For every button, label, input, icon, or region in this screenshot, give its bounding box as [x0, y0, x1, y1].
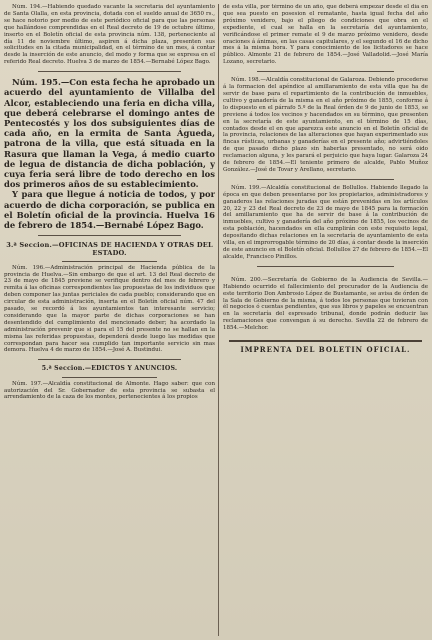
notice-200: Núm. 200.—Secretaría de Gobierno de la Audiencia de Sevilla.—Habiendo ocurrido el fallecimiento del procurador de la Audiencia de este territorio Don Ambrosio López de Bustamante, se avisa de órden de la Sala de Gobierno de la misma, á todos los personas que tuvieran con él negocios ó cuentas pendientes, que sus libros y papeles se encuentran en la secretaría del espresado tribunal, donde podrán deducir las reclamaciones que convengan á su derecho. Sevilla 22 de febrero de 1854.—Melchor. — [223, 276, 428, 332]
separator-rule-short — [62, 377, 157, 378]
separator-rule — [38, 235, 181, 236]
section-heading-hacienda: 3.ª Seccion.—OFICINAS DE HACIENDA Y OTRAS DEL ESTADO. — [6, 241, 213, 258]
notice-199: Núm. 199.—Alcaldía constitucional de Bollullos. Habiendo llegado la época en que deben presentarse por los propietarios, administradores y ganaderos las relaciones juradas que están prevenidas en los artículos 20, 22 y 23 del Real decreto de 23 de mayo de 1845 para la formación del amillaramiento que ha de servir de base á la contribución de inmuebles, cultivo y ganadería del año próximo de 1855, los vecinos de esta población, hacendados en ella cumplirán con este requisito legal, depositando dichas relaciones en la secretaría de ayuntamiento de esta villa, en el improrrogable término de 20 días, á contar desde la inserción de este anuncio en el Boletín oficial. Bollullos 27 de febrero de 1854.—El alcalde, Francisco Pinillos. — [223, 184, 428, 260]
notice-197: Núm. 197.—Alcaldía constitucional de Almonte. Hago saber: que con autorización del Sr. Gobernador de esta provincia se subasta el arrendamiento de la caza de los montes, pertenecientes á los propios — [4, 380, 215, 401]
notice-194: Núm. 194.—Habiendo quedado vacante la secretaría del ayuntamiento de Santa Olalla, en esta provincia, dotada con el sueldo anual de 3650 rs., se hace notorio por medio de este periódico oficial para que las personas que hallándose comprendidas en el Real decreto de 19 de octubre último, inserto en el Boletín oficial de esta provincia núm. 138, perteneciente al día 11 de noviembre último, aspiren á dicha plaza, presenten sus solicitudes en la citada municipalidad, en el término de un mes, á contar desde la inserción de este anuncio, del modo y forma que se expresa en el referido Real decreto. Huelva 3 de marzo de 1854.—Bernabé López Bago. — [4, 4, 215, 66]
right-column — [223, 4, 428, 636]
notice-195-paragraph-1: Núm. 195.—Con esta fecha he aprobado un acuerdo del ayuntamiento de Villalba del Alcor, estableciendo una feria en dicha villa, que deberá celebrarse el domingo antes de Pentecostés y los dos subsiguientes días de cada año, en la ermita de Santa Águeda, patrona de la villa, que está situada en la Rasura que llaman la Vega, á medio cuarto de legua de distancia de dicha población, y cuya feria será libre de todo derecho en los dos primeros años de su establecimiento. — [4, 77, 215, 190]
separator-rule — [38, 359, 181, 360]
separator-rule — [257, 71, 394, 72]
separator-rule — [38, 71, 181, 72]
notice-198: Núm. 198.—Alcaldía constitucional de Galaroza. Debiendo procederse á la formacion del apéndice al amillaramiento de esta villa que ha de servir de base para el repartimiento de la contribución de inmuebles, cultivo y ganadería de la misma en el año próximo de 1855, conforme á lo dispuesto en el párrafo 5.º de la Real órden de 9 de junio de 1853, se previene á todos los vecinos y hacendados en su término, que presenten en la secretaría de este ayuntamiento, en el término de 15 días, contados desde el en que aparezca este anuncio en el Boletín oficial de la provincia, relaciones de las alteraciones que hayan experimentado sus fincas rústicas, urbanas y ganaderías en el presente año; advirtiéndoles de que pasado dicho plazo sin haberlas presentado, no será oido reclamacion alguna, y les parará el perjuicio que haya lugar. Galaroza 24 de febrero de 1854.—El teniente primero de alcalde, Pablo Muñoz González.—José de Tovar y Arellano, secretario. — [223, 77, 428, 173]
section-heading-edictos: 5.ª Seccion.—EDICTOS Y ANUNCIOS. — [41, 365, 178, 373]
separator-rule — [257, 266, 394, 267]
separator-rule-short — [62, 261, 157, 262]
printer-imprint: IMPRENTA DEL BOLETIN OFICIAL. — [240, 345, 411, 355]
separator-rule — [257, 179, 394, 180]
left-column — [4, 4, 215, 636]
notice-195-paragraph-2: Y para que llegue á noticia de todos, y por acuerdo de dicha corporación, se publica en el Boletín oficial de la provincia. Huelva 16 de febrero de 1854.—Bernabé López Bago. — [4, 189, 215, 230]
notice-197-continued: de esta villa, por término de un año, que deberá empezar desde el día en que sea puesto en posesion el rematante, hasta igual fecha del año próximo venidero, bajo el pliego de condiciones que obra en el expediente, el cual se halla en la secretaría del ayuntamiento, verificándose el primer remate el 9 de marzo próximo venidero, desde oraciones á ánimas, en las casas capitulares, y el segundo el 16 de dicho mes á la misma hora. Y para conocimiento de los licitadores se hace público. Almonte 21 de febrero de 1854.—José Valladolid.—José María Lozano, secretario. — [223, 4, 428, 66]
footer-rule — [229, 340, 422, 342]
notice-196: Núm. 196.—Administración principal de Hacienda pública de la provincia de Huelva.—Sin embargo de que el art. 13 del Real decreto de 23 de mayo de 1845 previene se verifique dentro del mes de febrero y remita á las oficinas correspondientes las propuestas de los individuos que deben componer las juntas periciales de cada pueblo; considerando que en circular de esta administración, inserta en el Boletín oficial núm. 47 del pasado, se recordó á los ayuntamientos tan interesante servicio; considerando que la mayor parte de dichas corporaciones se han desentendido del cumplimiento del mencionado deber; ha acordado la administración prevenir que si para el 15 del presente no se hallan en la misma las referidas propuestas, dependerá desde luego las medidas que correspondan para hacer sea cumplido tan importante servicio sin mas demora. Huelva 4 de marzo de 1854.—José A. Bustindui. — [4, 264, 215, 354]
column-divider — [218, 4, 219, 636]
